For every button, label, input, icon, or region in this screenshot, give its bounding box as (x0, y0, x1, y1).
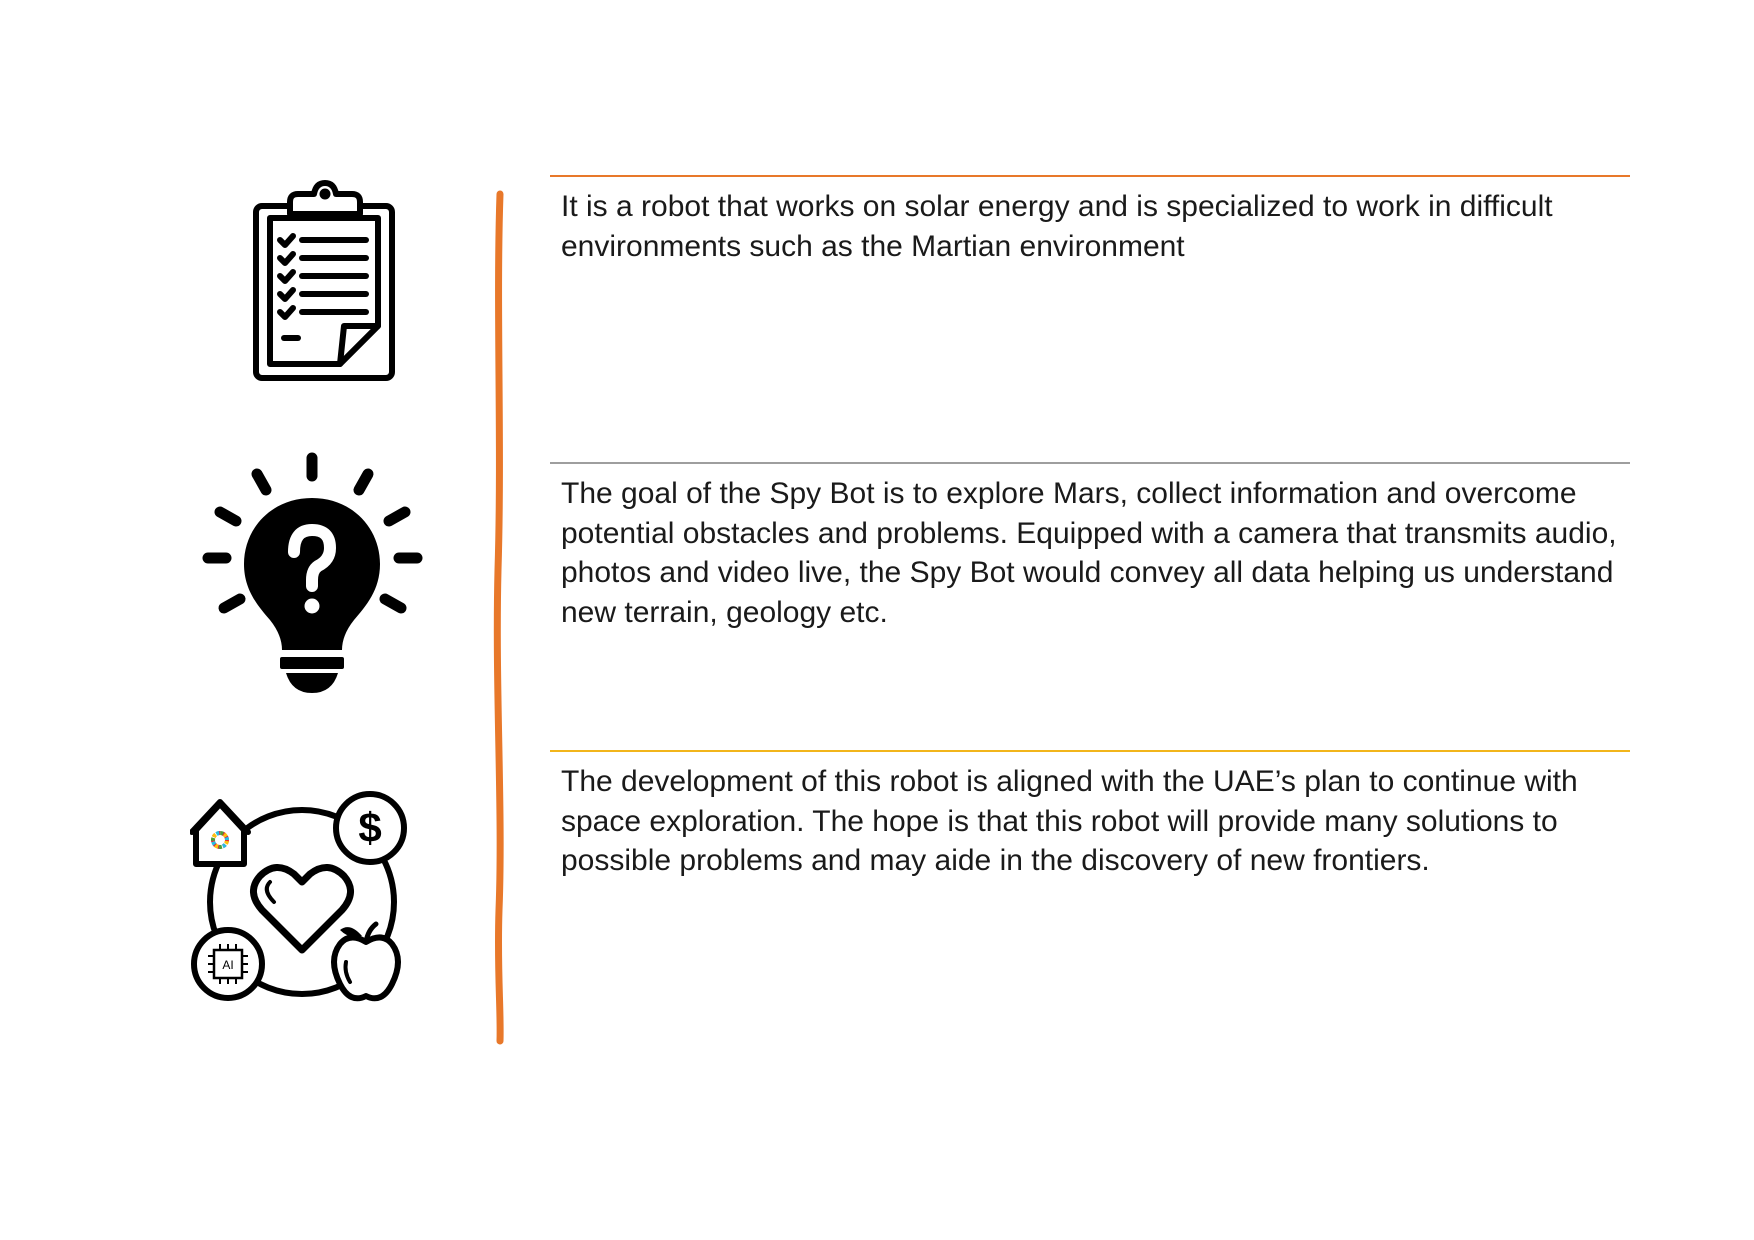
ai-chip-label: AI (222, 958, 234, 972)
money-label: $ (358, 804, 382, 851)
clipboard-checklist-icon (240, 180, 410, 390)
section-rule-1 (550, 175, 1630, 177)
section-rule-2 (550, 462, 1630, 464)
wellbeing-cycle-icon (190, 790, 420, 1015)
section-text-2: The goal of the Spy Bot is to explore Mars, collect information and overcome potential obstacles and problems. Equipped with a camera that transmits audio, photos and video live, the Spy Bot would convey all data helping us understand new terrain, geology etc. (561, 477, 1617, 629)
timeline-divider (490, 190, 510, 1045)
section-text-3: The development of this robot is aligned with the UAE’s plan to continue with space exploration. The hope is that this robot will provide many solutions to possible problems and may aide in the discovery of new frontiers. (561, 765, 1578, 877)
section-rule-3 (550, 750, 1630, 752)
lightbulb-question-icon (200, 450, 425, 695)
section-text-1: It is a robot that works on solar energy and is specialized to work in difficult environments such as the Martian environment (561, 190, 1553, 263)
